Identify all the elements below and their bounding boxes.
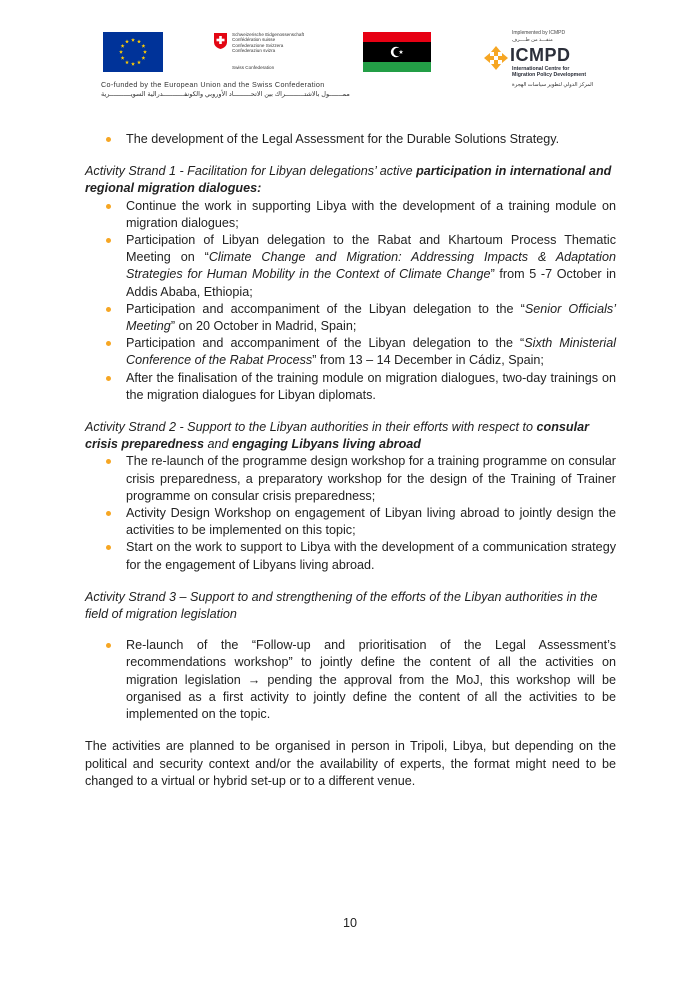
bullet-icon [106,238,111,243]
list-item-text: Continue the work in supporting Libya with the development of a training module on migration dialogues; [126,198,616,230]
libya-flag-logo [363,32,431,72]
cofunded-statement-arabic: ممـــــــول بالاشتــــــــــراك بين الاتحـــــــــاد الأوروبي والكونفـــــــــــدرالية السويـــــــــــرية [101,91,350,98]
implemented-by-label: Implemented by ICMPD [512,30,566,36]
strand-2-bold-2: engaging Libyans living abroad [232,437,421,452]
cofunded-statement: Co-funded by the European Union and the Swiss Confederation [101,80,325,89]
bullet-icon [106,545,111,550]
strand-1-bold: participation in international and regional migration dialogues: [85,164,612,196]
swiss-cross-icon [214,33,227,49]
list-item [85,131,616,148]
list-item-text: ” from 5 -7 October in Addis Ababa, Ethiopia; [126,267,616,299]
list-item [85,637,616,723]
icmpd-full-line-2: Migration Policy Development [512,72,587,78]
list-item [85,301,616,335]
swiss-line: Confederaziun svizra [232,48,276,54]
swiss-confederation-label: Swiss Confederation [232,65,275,70]
list-item [85,505,616,539]
bullet-icon [106,204,111,209]
swiss-line: Confédération suisse [232,37,276,43]
list-item [85,232,616,301]
list-item-text: After the finalisation of the training module on migration dialogues, two-day trainings on the migration dialogues for Libyan diplomats. [126,370,616,402]
swiss-line: Schweizerische Eidgenossenschaft [232,32,305,37]
meeting-title: Sixth Ministerial Conference of the Rabat Process [126,336,616,368]
strand-3-list [85,637,616,723]
list-item-text: Activity Design Workshop on engagement of Libyan living abroad to jointly design the activities to be implemented on this topic; [126,506,616,538]
list-item-text: Re-launch of the “Follow-up and prioritisation of the Legal Assessment’s recommendations workshop” to jointly define the content of all the activities on migration legislation → pending the approval from the MoJ, this workshop will be organised as a first activity to jointly define the content of all the activities to be implemented on the topic. [126,638,616,722]
intro-list [85,131,616,148]
strand-2-heading [85,419,616,453]
list-item-text: ” from 13 – 14 December in Cádiz, Spain; [312,353,544,368]
page-number: 10 [342,916,357,930]
bullet-icon [106,307,111,312]
strand-3-heading: Activity Strand 3 – Support to and strengthening of the efforts of the Libyan authorities in the field of migration legislation [85,589,598,622]
strand-2-list [85,453,616,573]
closing-paragraph: The activities are planned to be organised in person in Tripoli, Libya, but depending on the political and security context and/or the availability of experts, the format might need to be changed to a virtual or hybrid set-up or to a different venue. [85,739,616,788]
bullet-icon [106,376,111,381]
list-item-text: ” on 20 October in Madrid, Spain; [170,319,357,334]
strand-2-prefix: Activity Strand 2 - Support to the Libyan authorities in their efforts with respect to [85,420,537,435]
icmpd-arabic-name: المركز الدولي لتطوير سياسات الهجرة [512,82,594,88]
list-item [85,539,616,573]
bullet-icon [106,643,111,648]
swiss-confederation-logo [214,32,334,76]
swiss-line: Confederazione Svizzera [232,42,284,48]
list-item-text: Start on the work to support to Libya with the development of a communication strategy for the engagement of Libyans living abroad. [126,540,616,572]
list-item-text: The re-launch of the programme design workshop for a training programme on consular crisis preparedness, a preparatory workshop for the design of the Training of Trainer programme on consular crisis preparedness; [126,454,616,503]
list-item-text: Participation of Libyan delegation to the Rabat and Khartoum Process Thematic Meeting on “ [126,233,616,265]
bullet-icon [106,459,111,464]
strand-1-heading [85,163,616,197]
list-item [85,453,616,505]
bullet-icon [106,511,111,516]
list-item-text: The development of the Legal Assessment for the Durable Solutions Strategy. [126,132,560,146]
implemented-by-label-arabic: منفـــذ من طــــرف [512,37,553,43]
list-item-text: Participation and accompaniment of the Libyan delegation to the “ [126,336,525,351]
icmpd-arrows-icon [483,45,509,71]
meeting-title: Senior Officials’ Meeting [126,301,616,334]
page-header [0,0,700,110]
icmpd-full-name [512,66,586,78]
swiss-language-lines [232,32,304,54]
bullet-icon [106,341,111,346]
eu-flag-logo [103,32,163,72]
strand-2-bold-1: consular crisis preparedness [85,420,589,452]
document-body [85,131,616,790]
list-item [85,198,616,232]
strand-2-mid: and [204,437,233,452]
list-item [85,335,616,369]
icmpd-full-line-1: International Centre for [512,66,570,72]
icmpd-wordmark: ICMPD [510,45,571,65]
bullet-icon [106,137,111,142]
strand-1-list [85,198,616,404]
list-item-text: Participation and accompaniment of the Libyan delegation to the “ [126,301,525,316]
icmpd-logo [483,30,603,98]
strand-1-prefix: Activity Strand 1 - Facilitation for Libyan delegations’ active [85,164,417,179]
list-item [85,370,616,404]
meeting-title: Climate Change and Migration: Addressing Impacts & Adaptation Strategies for Human Mobility in the Context of Climate Change [126,250,616,282]
